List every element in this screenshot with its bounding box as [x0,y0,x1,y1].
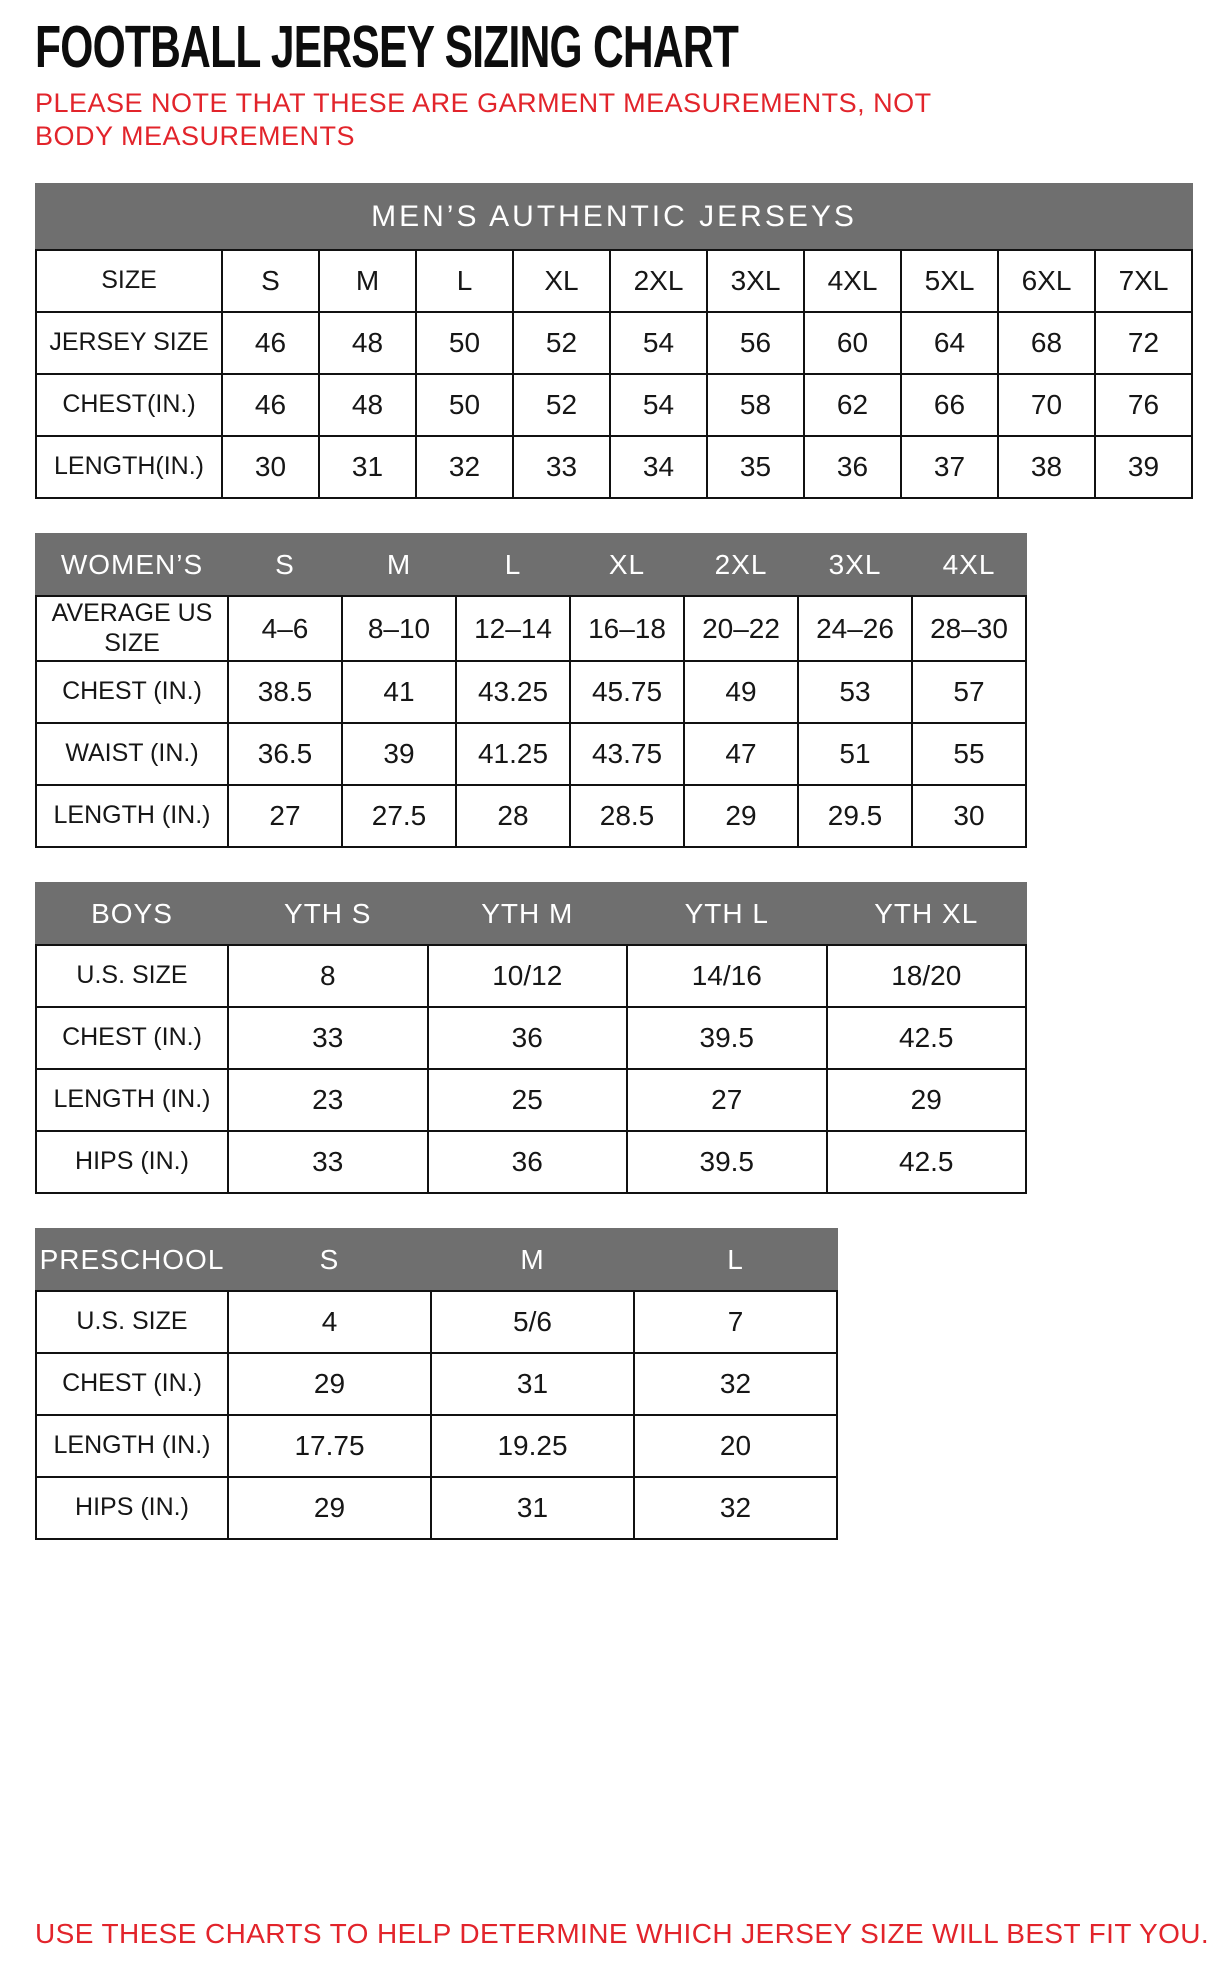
cell-value: 39.5 [627,1007,827,1069]
cell-value: 46 [222,312,319,374]
cell-value: 42.5 [827,1131,1027,1193]
size-table [35,882,1027,1194]
cell-value: 76 [1095,374,1192,436]
table-row [36,1477,837,1539]
boys-sizing-table [35,882,1190,1194]
row-label: WAIST (IN.) [36,723,228,785]
cell-value: 27.5 [342,785,456,847]
cell-value: 5XL [901,250,998,312]
table-row [36,1069,1026,1131]
cell-value: 29 [228,1353,431,1415]
cell-value: 4XL [804,250,901,312]
cell-value: 41.25 [456,723,570,785]
cell-value: 36 [428,1007,628,1069]
table-title: BOYS [36,883,228,945]
table-row [36,785,1026,847]
table-row [36,374,1192,436]
row-label: LENGTH (IN.) [36,785,228,847]
row-label: CHEST (IN.) [36,1353,228,1415]
cell-value: 39 [1095,436,1192,498]
cell-value: 17.75 [228,1415,431,1477]
cell-value: 36 [804,436,901,498]
table-row [36,250,1192,312]
cell-value: 56 [707,312,804,374]
column-header: YTH XL [827,883,1027,945]
row-label: U.S. SIZE [36,945,228,1007]
cell-value: 70 [998,374,1095,436]
table-row [36,1007,1026,1069]
cell-value: 31 [431,1477,634,1539]
cell-value: 33 [513,436,610,498]
cell-value: 30 [222,436,319,498]
cell-value: 28 [456,785,570,847]
cell-value: 50 [416,312,513,374]
column-header: M [431,1229,634,1291]
row-label: CHEST(IN.) [36,374,222,436]
cell-value: 64 [901,312,998,374]
cell-value: 60 [804,312,901,374]
column-header: YTH M [428,883,628,945]
preschool-sizing-table [35,1228,1190,1540]
cell-value: 51 [798,723,912,785]
table-title: MEN’S AUTHENTIC JERSEYS [36,184,1192,250]
cell-value: 12–14 [456,596,570,661]
cell-value: 20 [634,1415,837,1477]
table-row [36,723,1026,785]
table-row [36,312,1192,374]
cell-value: 29 [228,1477,431,1539]
cell-value: 47 [684,723,798,785]
cell-value: 7XL [1095,250,1192,312]
cell-value: 46 [222,374,319,436]
row-label: LENGTH (IN.) [36,1069,228,1131]
cell-value: 72 [1095,312,1192,374]
cell-value: 68 [998,312,1095,374]
row-label: CHEST (IN.) [36,1007,228,1069]
cell-value: 39 [342,723,456,785]
cell-value: 19.25 [431,1415,634,1477]
cell-value: 58 [707,374,804,436]
cell-value: 25 [428,1069,628,1131]
table-row [36,1131,1026,1193]
column-header: S [228,534,342,596]
cell-value: 28.5 [570,785,684,847]
cell-value: 54 [610,312,707,374]
cell-value: 54 [610,374,707,436]
cell-value: 30 [912,785,1026,847]
cell-value: 66 [901,374,998,436]
column-header: L [634,1229,837,1291]
cell-value: S [222,250,319,312]
cell-value: 36.5 [228,723,342,785]
column-header: YTH L [627,883,827,945]
cell-value: XL [513,250,610,312]
cell-value: 5/6 [431,1291,634,1353]
size-table [35,1228,838,1540]
cell-value: 7 [634,1291,837,1353]
cell-value: 6XL [998,250,1095,312]
column-header: XL [570,534,684,596]
cell-value: 50 [416,374,513,436]
cell-value: 24–26 [798,596,912,661]
cell-value: 38.5 [228,661,342,723]
cell-value: 33 [228,1007,428,1069]
footer-note: USE THESE CHARTS TO HELP DETERMINE WHICH JERSEY SIZE WILL BEST FIT YOU. [35,1918,1210,1949]
cell-value: 45.75 [570,661,684,723]
column-header: YTH S [228,883,428,945]
row-label: AVERAGE US SIZE [36,596,228,661]
cell-value: 8–10 [342,596,456,661]
cell-value: 36 [428,1131,628,1193]
cell-value: 29.5 [798,785,912,847]
table-row [36,661,1026,723]
column-header: M [342,534,456,596]
cell-value: 33 [228,1131,428,1193]
cell-value: 18/20 [827,945,1027,1007]
cell-value: 34 [610,436,707,498]
cell-value: 10/12 [428,945,628,1007]
cell-value: 8 [228,945,428,1007]
cell-value: 32 [634,1477,837,1539]
table-row [36,436,1192,498]
cell-value: 28–30 [912,596,1026,661]
header-row [36,883,1026,945]
cell-value: 20–22 [684,596,798,661]
column-header: 2XL [684,534,798,596]
cell-value: 4–6 [228,596,342,661]
cell-value: 43.75 [570,723,684,785]
womens-sizing-table [35,533,1190,848]
row-label: CHEST (IN.) [36,661,228,723]
cell-value: 42.5 [827,1007,1027,1069]
table-row [36,1415,837,1477]
row-label: HIPS (IN.) [36,1131,228,1193]
column-header: 4XL [912,534,1026,596]
cell-value: 52 [513,312,610,374]
cell-value: 55 [912,723,1026,785]
table-row [36,1291,837,1353]
cell-value: 14/16 [627,945,827,1007]
page-title: FOOTBALL JERSEY SIZING CHART [35,12,739,80]
table-title: WOMEN’S [36,534,228,596]
table-row [36,1353,837,1415]
row-label: U.S. SIZE [36,1291,228,1353]
column-header: L [456,534,570,596]
cell-value: 52 [513,374,610,436]
cell-value: 3XL [707,250,804,312]
row-label: LENGTH(IN.) [36,436,222,498]
column-header: 3XL [798,534,912,596]
cell-value: 43.25 [456,661,570,723]
cell-value: 62 [804,374,901,436]
table-row [36,945,1026,1007]
cell-value: 29 [684,785,798,847]
column-header: S [228,1229,431,1291]
cell-value: 23 [228,1069,428,1131]
cell-value: 16–18 [570,596,684,661]
cell-value: 27 [627,1069,827,1131]
row-label: HIPS (IN.) [36,1477,228,1539]
cell-value: 48 [319,374,416,436]
cell-value: 48 [319,312,416,374]
cell-value: 39.5 [627,1131,827,1193]
cell-value: 35 [707,436,804,498]
header-row [36,534,1026,596]
cell-value: 49 [684,661,798,723]
cell-value: 57 [912,661,1026,723]
cell-value: 32 [416,436,513,498]
row-label: SIZE [36,250,222,312]
mens-authentic-jerseys-table [35,183,1190,499]
cell-value: 37 [901,436,998,498]
cell-value: 38 [998,436,1095,498]
cell-value: 2XL [610,250,707,312]
cell-value: 27 [228,785,342,847]
cell-value: L [416,250,513,312]
cell-value: 31 [319,436,416,498]
cell-value: M [319,250,416,312]
table-title: PRESCHOOL [36,1229,228,1291]
cell-value: 31 [431,1353,634,1415]
cell-value: 53 [798,661,912,723]
size-table [35,183,1193,499]
row-label: JERSEY SIZE [36,312,222,374]
cell-value: 32 [634,1353,837,1415]
garment-measurements-note: PLEASE NOTE THAT THESE ARE GARMENT MEASUREMENTS, NOT BODY MEASUREMENTS [35,88,932,152]
cell-value: 29 [827,1069,1027,1131]
table-row [36,596,1026,661]
header-row [36,1229,837,1291]
cell-value: 4 [228,1291,431,1353]
size-table [35,533,1027,848]
row-label: LENGTH (IN.) [36,1415,228,1477]
cell-value: 41 [342,661,456,723]
